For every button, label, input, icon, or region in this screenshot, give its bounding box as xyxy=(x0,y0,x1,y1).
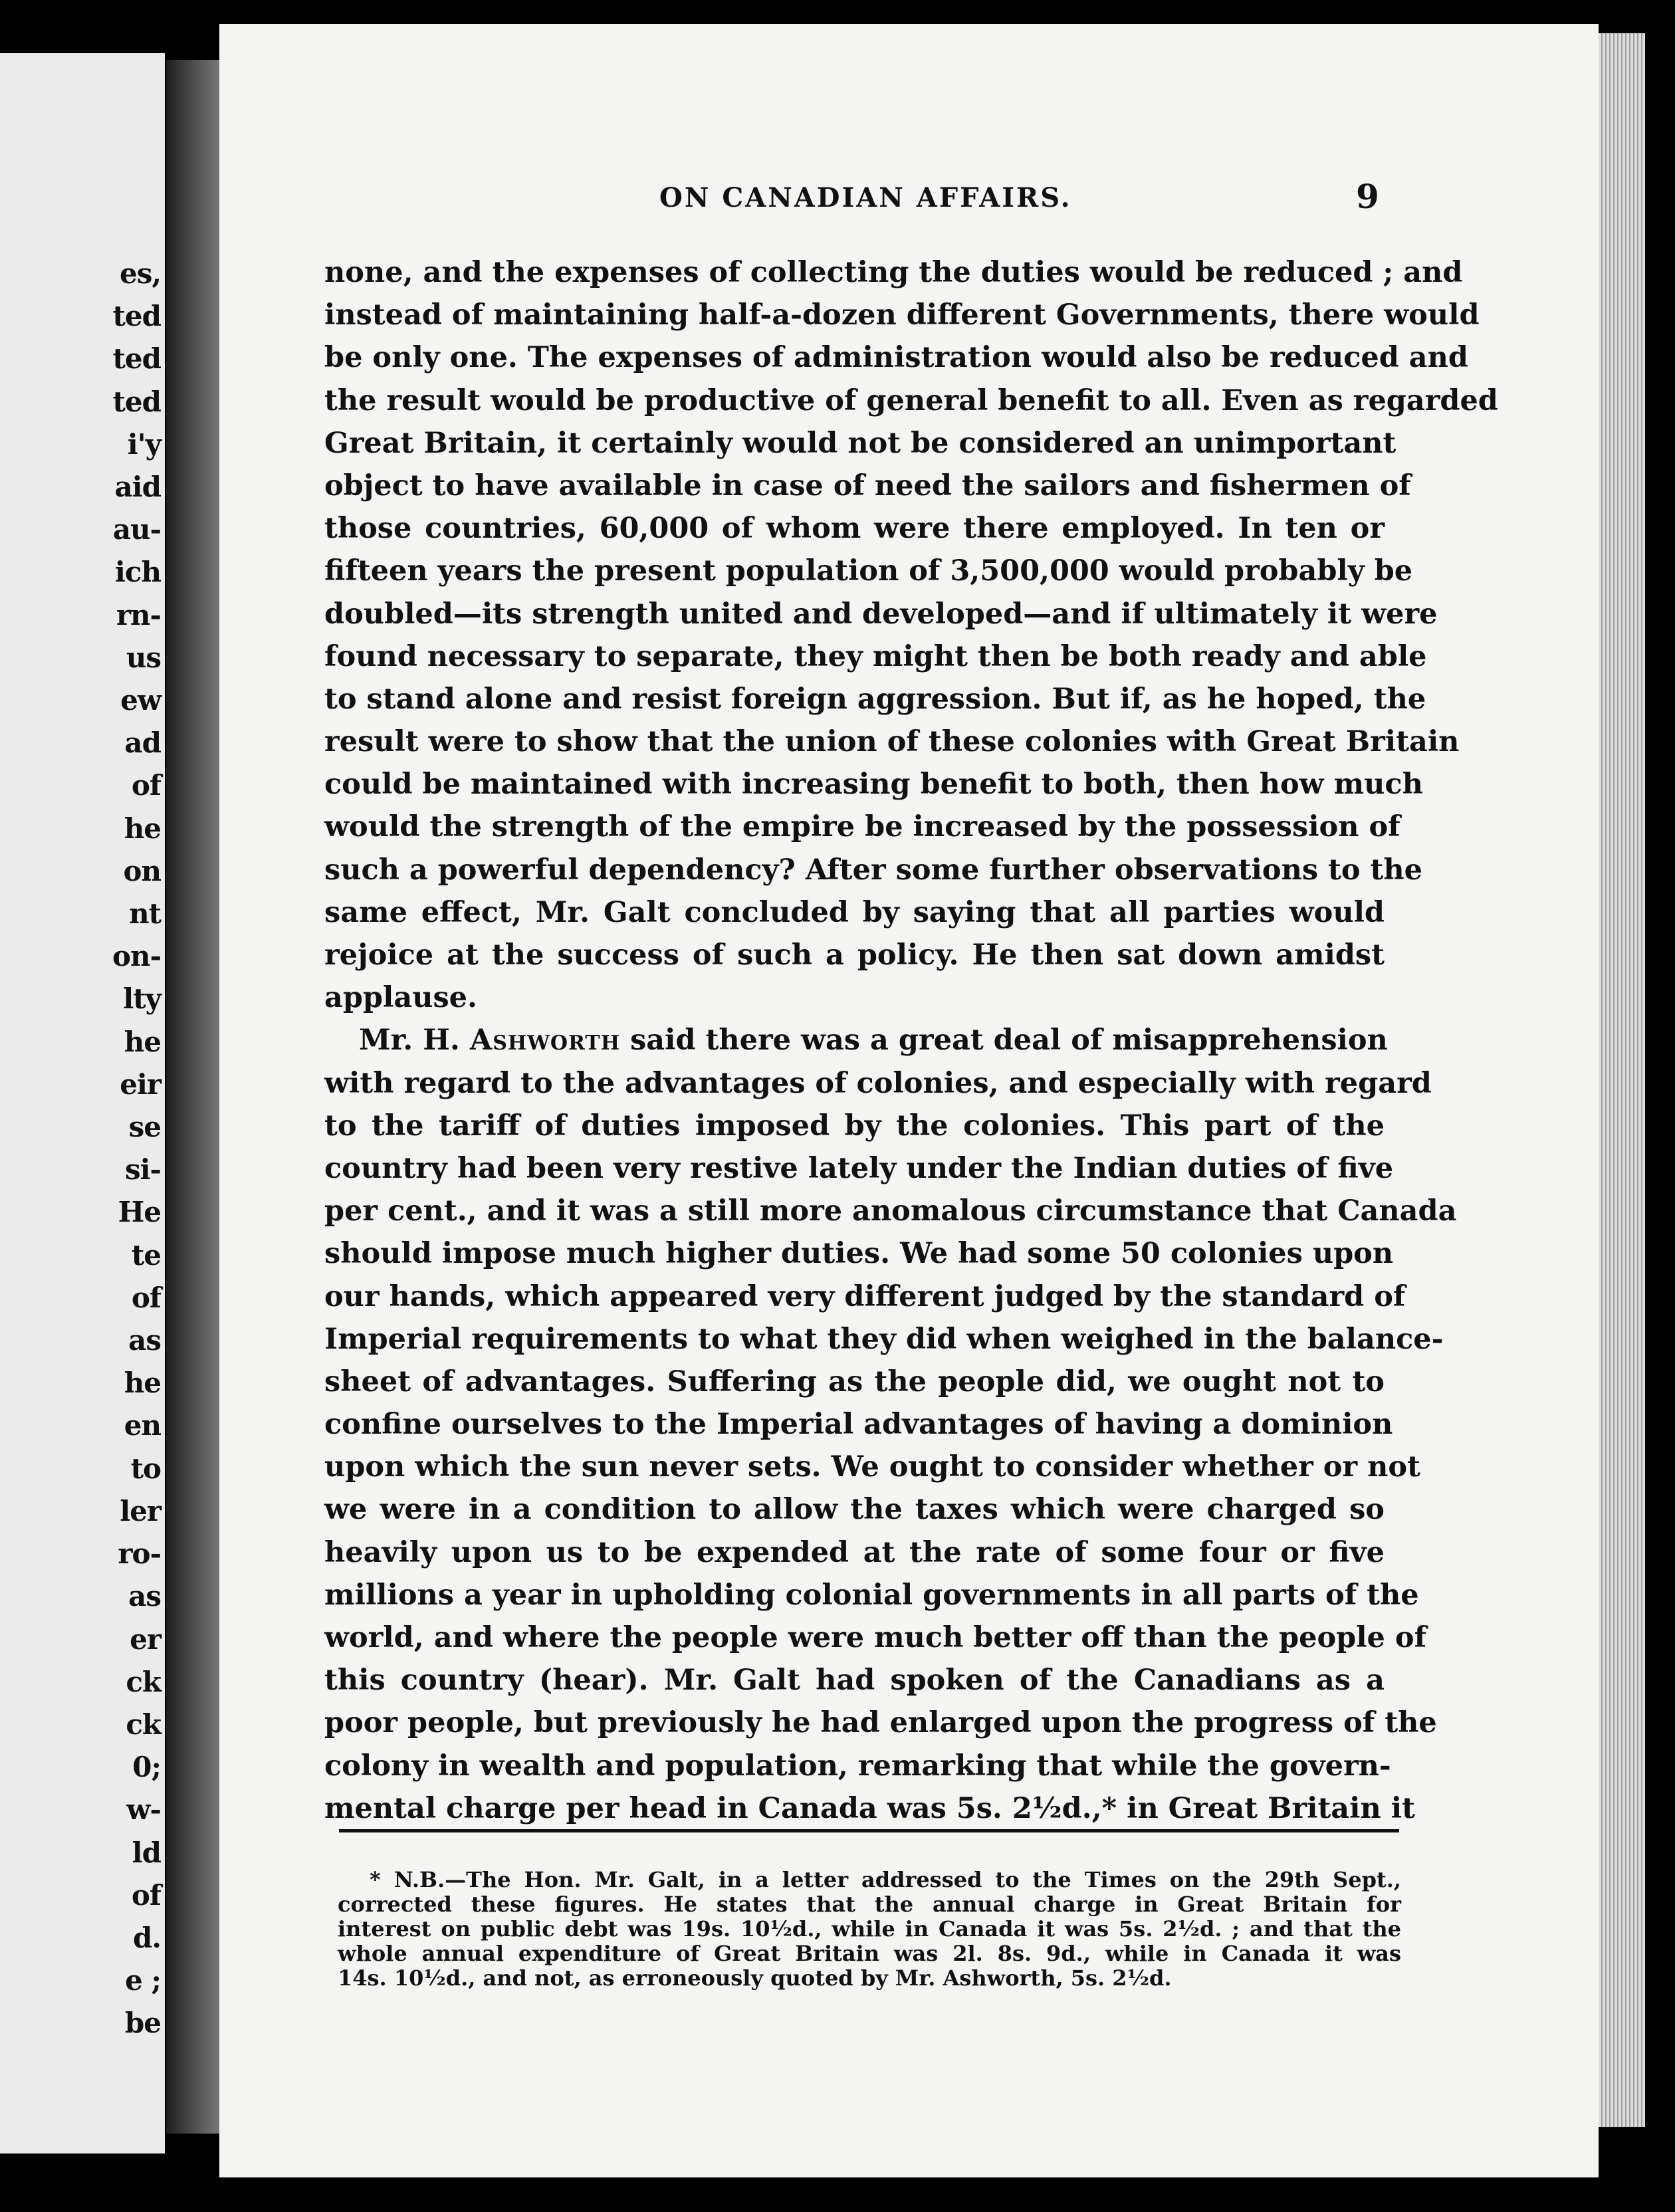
footnote-rule xyxy=(339,1829,1399,1832)
text-line: doubled—its strength united and developed—and if ultimately it were xyxy=(324,597,1438,631)
running-header: ON CANADIAN AFFAIRS. xyxy=(659,182,1072,213)
left-fragment: lty xyxy=(123,982,161,1016)
text-line: be only one. The expenses of administration would also be reduced and xyxy=(324,341,1468,375)
left-fragment: te xyxy=(131,1238,161,1272)
footnote-line: whole annual expenditure of Great Britain was 2l. 8s. 9d., while in Canada it was xyxy=(338,1941,1401,1966)
left-fragment: on xyxy=(123,854,161,887)
paragraph-first-line xyxy=(324,1019,1388,1061)
text-line: heavily upon us to be expended at the rate of some four or five xyxy=(324,1535,1385,1569)
text-line: sheet of advantages. Suffering as the people did, we ought not to xyxy=(324,1365,1385,1398)
book-gutter-shadow xyxy=(166,60,219,2134)
left-fragment: w- xyxy=(126,1793,161,1826)
footnote-line: * N.B.—The Hon. Mr. Galt, in a letter addressed to the Times on the 29th Sept., xyxy=(370,1867,1401,1892)
left-page-text-fragments xyxy=(112,253,161,2045)
text-line: this country (hear). Mr. Galt had spoken of the Canadians as a xyxy=(324,1664,1385,1698)
left-fragment: he xyxy=(124,1025,161,1058)
left-fragment: si- xyxy=(124,1153,161,1186)
left-fragment: ted xyxy=(112,300,161,333)
text-line: rejoice at the success of such a policy. He then sat down amidst xyxy=(324,939,1385,972)
page-stack-edge xyxy=(1599,33,1645,2127)
speaker-prefix: Mr. H. xyxy=(359,1024,470,1057)
text-line: world, and where the people were much better off than the people of xyxy=(324,1621,1427,1654)
left-fragment: of xyxy=(131,1281,161,1314)
left-fragment: ad xyxy=(124,726,161,760)
text-line: instead of maintaining half-a-dozen different Governments, there would xyxy=(324,298,1480,332)
left-fragment: 0; xyxy=(132,1751,161,1784)
left-fragment: se xyxy=(128,1111,161,1144)
text-line: Imperial requirements to what they did when weighed in the balance- xyxy=(324,1322,1444,1356)
left-fragment: aid xyxy=(114,471,161,504)
left-fragment: ro- xyxy=(118,1537,161,1571)
text-line: object to have available in case of need the sailors and fishermen of xyxy=(324,469,1411,502)
text-line: upon which the sun never sets. We ought to consider whether or not xyxy=(324,1450,1420,1484)
left-fragment: ted xyxy=(112,342,161,376)
left-fragment: d. xyxy=(133,1921,161,1954)
footnote-line: interest on public debt was 19s. 10½d., while in Canada it was 5s. 2½d. ; and that the xyxy=(338,1916,1401,1941)
left-fragment: rn- xyxy=(116,598,161,631)
left-fragment: he xyxy=(124,812,161,845)
text-line: millions a year in upholding colonial governments in all parts of the xyxy=(324,1578,1419,1612)
text-line: none, and the expenses of collecting the duties would be reduced ; and xyxy=(324,256,1463,289)
page-number: 9 xyxy=(1356,177,1379,216)
text-line: Great Britain, it certainly would not be considered an unimportant xyxy=(324,426,1396,460)
text-line: same effect, Mr. Galt concluded by saying that all parties would xyxy=(324,895,1385,929)
footnote-line: corrected these figures. He states that the annual charge in Great Britain for xyxy=(338,1892,1401,1917)
left-fragment: i'y xyxy=(127,427,161,461)
text-line: we were in a condition to allow the taxes which were charged so xyxy=(324,1493,1385,1527)
text-line: confine ourselves to the Imperial advantages of having a dominion xyxy=(324,1408,1393,1442)
text-line: should impose much higher duties. We had some 50 colonies upon xyxy=(324,1237,1394,1271)
left-fragment: er xyxy=(130,1622,161,1656)
left-fragment: to xyxy=(130,1452,161,1485)
text-line: could be maintained with increasing benefit to both, then how much xyxy=(324,768,1423,802)
speaker-name: Ashworth xyxy=(469,1024,621,1057)
text-line: the result would be productive of general benefit to all. Even as regarded xyxy=(324,384,1498,417)
text-line: poor people, but previously he had enlarged upon the progress of the xyxy=(324,1706,1437,1740)
speaker-line-rest: said there was a great deal of misapprehension xyxy=(620,1024,1388,1057)
text-line: such a powerful dependency? After some further observations to the xyxy=(324,853,1423,887)
left-fragment: au- xyxy=(112,513,161,546)
left-fragment: en xyxy=(124,1409,161,1442)
text-line: fifteen years the present population of 3,500,000 would probably be xyxy=(324,554,1413,588)
text-line: per cent., and it was a still more anomalous circumstance that Canada xyxy=(324,1194,1457,1228)
left-fragment: be xyxy=(124,2007,161,2040)
text-line: those countries, 60,000 of whom were there employed. In ten or xyxy=(324,512,1385,546)
left-fragment: ck xyxy=(126,1708,161,1741)
left-fragment: ler xyxy=(120,1494,161,1527)
left-fragment: ew xyxy=(120,684,161,717)
left-fragment: on- xyxy=(112,940,161,973)
text-line: mental charge per head in Canada was 5s. 2½d.,* in Great Britain it xyxy=(324,1791,1415,1825)
text-line: to the tariff of duties imposed by the colonies. This part of the xyxy=(324,1109,1385,1143)
left-fragment: he xyxy=(124,1367,161,1400)
left-fragment: es, xyxy=(120,257,161,290)
text-line: with regard to the advantages of colonies, and especially with regard xyxy=(324,1066,1432,1100)
left-fragment: e ; xyxy=(125,1964,161,1997)
body-text xyxy=(324,251,1498,1830)
left-fragment: He xyxy=(118,1196,161,1229)
left-fragment: ted xyxy=(112,385,161,418)
left-fragment: of xyxy=(131,1878,161,1912)
left-fragment: as xyxy=(128,1580,161,1613)
text-line: found necessary to separate, they might then be both ready and able xyxy=(324,639,1427,673)
footnote-line: 14s. 10½d., and not, as erroneously quoted by Mr. Ashworth, 5s. 2½d. xyxy=(338,1965,1172,1991)
left-fragment: as xyxy=(128,1324,161,1357)
left-facing-page xyxy=(0,53,165,2154)
left-fragment: us xyxy=(126,641,161,674)
left-fragment: nt xyxy=(129,897,161,931)
left-fragment: ck xyxy=(126,1665,161,1698)
text-line: our hands, which appeared very different judged by the standard of xyxy=(324,1279,1406,1313)
left-fragment: eir xyxy=(120,1067,161,1101)
text-line: would the strength of the empire be increased by the possession of xyxy=(324,810,1400,844)
text-line: result were to show that the union of these colonies with Great Britain xyxy=(324,725,1460,759)
left-fragment: of xyxy=(131,769,161,802)
text-line: colony in wealth and population, remarking that while the govern- xyxy=(324,1749,1391,1783)
text-line: country had been very restive lately under the Indian duties of five xyxy=(324,1151,1394,1185)
footnote xyxy=(338,1868,1401,1991)
text-line: applause. xyxy=(324,981,477,1015)
text-line: to stand alone and resist foreign aggression. But if, as he hoped, the xyxy=(324,682,1426,716)
left-fragment: ld xyxy=(132,1836,161,1869)
left-fragment: ich xyxy=(114,556,161,589)
